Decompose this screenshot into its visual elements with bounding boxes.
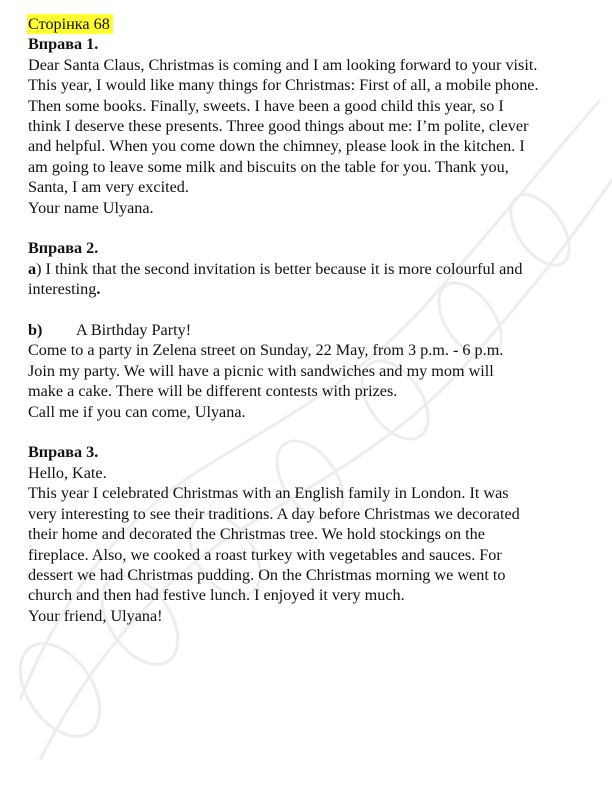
part-a-line: [28, 259, 584, 279]
exercise-3-letter: [28, 483, 584, 605]
exercise-3-line: This year I celebrated Christmas with an English family in London. It was: [28, 484, 509, 503]
part-b-line: make a cake. There will be different contests with prizes.: [28, 382, 398, 401]
part-b-title: A Birthday Party!: [76, 321, 192, 340]
part-a-text: ) I think that the second invitation is better because it is more colourful and: [36, 259, 523, 278]
spacer: [28, 218, 584, 238]
page-label-row: [28, 14, 584, 34]
exercise-1-line: Santa, I am very excited.: [28, 178, 189, 197]
exercise-3-line: fireplace. Also, we cooked a roast turkey with vegetables and sauces. For: [28, 545, 502, 564]
part-a-label: a: [28, 259, 37, 278]
exercise-1-line: Then some books. Finally, sweets. I have been a good child this year, so I: [28, 96, 504, 115]
part-a-dot: .: [96, 280, 101, 299]
part-b-line: Call me if you can come, Ulyana.: [28, 402, 246, 421]
exercise-2-part-a: [28, 259, 584, 300]
exercise-3-line: church and then had festive lunch. I enjoyed it very much.: [28, 586, 405, 605]
part-b-line: Join my party. We will have a picnic with sandwiches and my mom will: [28, 361, 494, 380]
exercise-1-signature: Your name Ulyana.: [28, 198, 154, 217]
spacer: [28, 300, 584, 320]
exercise-1-line: This year, I would like many things for Christmas: First of all, a mobile phone.: [28, 76, 539, 95]
exercise-1-heading: Вправа 1.: [28, 35, 99, 54]
document-page: [28, 14, 584, 626]
exercise-3-heading: Вправа 3.: [28, 443, 99, 462]
part-a-line: [28, 279, 584, 299]
exercise-3-signature: Your friend, Ulyana!: [28, 606, 163, 625]
exercise-1-line: Dear Santa Claus, Christmas is coming and I am looking forward to your visit.: [28, 55, 538, 74]
exercise-1-line: think I deserve these presents. Three good things about me: I’m polite, clever: [28, 117, 529, 136]
part-b-title-line: [28, 320, 584, 340]
exercise-1-line: and helpful. When you come down the chimney, please look in the kitchen. I: [28, 137, 525, 156]
exercise-3-line: very interesting to see their traditions. A day before Christmas we decorated: [28, 504, 520, 523]
page-label: Сторінка 68: [27, 14, 113, 34]
part-a-text-end: interesting: [28, 280, 97, 299]
exercise-1-line: am going to leave some milk and biscuits on the table for you. Thank you,: [28, 157, 509, 176]
exercise-1-letter: [28, 55, 584, 198]
spacer: [28, 422, 584, 442]
part-b-label: b): [28, 321, 43, 340]
exercise-2-part-b: [28, 320, 584, 422]
exercise-3-line: dessert we had Christmas pudding. On the Christmas morning we went to: [28, 565, 506, 584]
part-b-line: Come to a party in Zelena street on Sunday, 22 May, from 3 p.m. - 6 p.m.: [28, 341, 504, 360]
exercise-2-heading: Вправа 2.: [28, 239, 99, 258]
exercise-3-greeting: Hello, Kate.: [28, 463, 107, 482]
exercise-3-line: their home and decorated the Christmas tree. We hold stockings on the: [28, 525, 485, 544]
